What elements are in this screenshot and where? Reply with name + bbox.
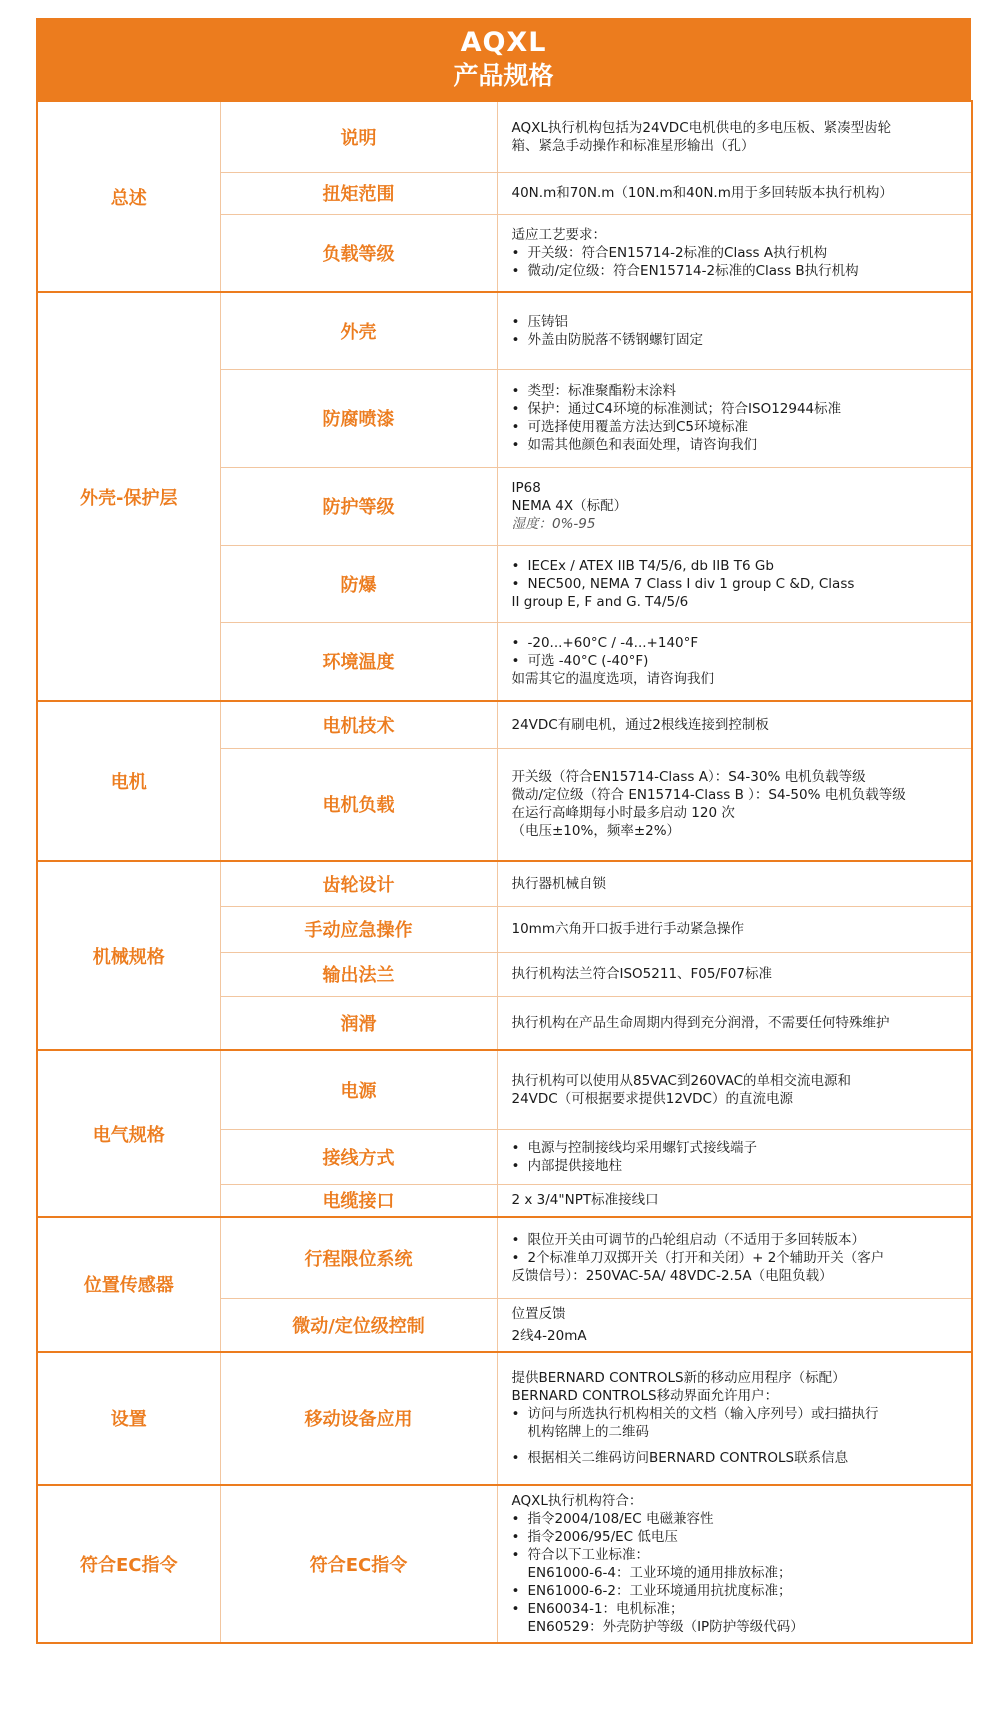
row-label: 齿轮设计 — [220, 861, 497, 906]
value-line: 40N.m和70N.m（10N.m和40N.m用于多回转版本执行机构） — [511, 185, 893, 201]
value-line: • 指令2006/95/EC 低电压 — [512, 1528, 962, 1546]
row-label: 手动应急操作 — [220, 906, 497, 952]
row-label: 输出法兰 — [220, 952, 497, 996]
value-line: NEMA 4X（标配） — [511, 498, 628, 514]
value-line: EN60529：外壳防护等级（IP防护等级代码） — [527, 1618, 804, 1635]
row-label: 电源 — [220, 1050, 497, 1129]
table-row — [37, 1485, 972, 1643]
row-value — [497, 467, 972, 545]
value-line: 微动/定位级（符合 EN15714-Class B ）：S4-50% 电机负载等级 — [511, 787, 906, 804]
value-line: 2 x 3/4"NPT标准接线口 — [511, 1192, 659, 1209]
section-title-overview: 总述 — [37, 101, 220, 292]
section-title-electrical: 电气规格 — [37, 1050, 220, 1217]
row-value — [497, 1485, 972, 1643]
row-label: 外壳 — [220, 292, 497, 369]
value-line: 10mm六角开口扳手进行手动紧急操作 — [511, 921, 744, 937]
row-label: 说明 — [220, 101, 497, 172]
row-label: 电机负载 — [220, 748, 497, 861]
value-line: • 符合以下工业标准： — [512, 1546, 962, 1564]
row-label: 接线方式 — [220, 1129, 497, 1184]
row-label: 润滑 — [220, 996, 497, 1050]
row-label: 环境温度 — [220, 622, 497, 701]
row-value — [497, 1352, 972, 1485]
row-label: 微动/定位级控制 — [220, 1298, 497, 1352]
value-line: （电压±10%，频率±2%） — [511, 823, 681, 840]
value-line: 位置反馈 — [511, 1305, 566, 1322]
row-value — [497, 1129, 972, 1184]
value-line: 2线4-20mA — [511, 1327, 587, 1344]
row-value — [497, 996, 972, 1050]
row-label: 电机技术 — [220, 701, 497, 748]
value-line: • 可选择使用覆盖方法达到C5环境标准 — [512, 418, 962, 436]
row-label: 电缆接口 — [220, 1184, 497, 1217]
section-title-setup: 设置 — [37, 1352, 220, 1485]
row-label: 移动设备应用 — [220, 1352, 497, 1485]
value-line: 24VDC有刷电机，通过2根线连接到控制板 — [511, 716, 769, 733]
value-line: IP68 — [511, 480, 541, 496]
row-value — [497, 1217, 972, 1298]
value-line: • 限位开关由可调节的凸轮组启动（不适用于多回转版本） — [512, 1231, 962, 1249]
section-title-position: 位置传感器 — [37, 1217, 220, 1352]
table-row — [37, 1050, 972, 1129]
row-value — [497, 861, 972, 906]
table-row — [37, 101, 972, 172]
value-line: II group E, F and G. T4/5/6 — [511, 593, 689, 610]
value-line: BERNARD CONTROLS移动界面允许用户： — [511, 1388, 779, 1404]
value-line: • 2个标准单刀双掷开关（打开和关闭）+ 2个辅助开关（客户 — [512, 1249, 962, 1267]
table-row — [37, 1217, 972, 1298]
value-line: • 访问与所选执行机构相关的文档（输入序列号）或扫描执行 — [512, 1405, 962, 1423]
value-line: • 指令2004/108/EC 电磁兼容性 — [512, 1510, 962, 1528]
value-line: 提供BERNARD CONTROLS新的移动应用程序（标配） — [511, 1370, 846, 1386]
value-line: 机构铭牌上的二维码 — [527, 1424, 649, 1440]
table-row — [37, 292, 972, 369]
spec-subtitle: 产品规格 — [453, 61, 554, 90]
table-row — [37, 1352, 972, 1485]
value-line: • 内部提供接地柱 — [512, 1157, 962, 1175]
value-line: • 微动/定位级：符合EN15714-2标准的Class B执行机构 — [512, 262, 962, 280]
table-row — [37, 861, 972, 906]
value-line: • 保护：通过C4环境的标准测试；符合ISO12944标准 — [512, 400, 962, 418]
row-label: 防腐喷漆 — [220, 369, 497, 467]
value-line: • 根据相关二维码访问BERNARD CONTROLS联系信息 — [512, 1449, 962, 1467]
value-line: • IECEx / ATEX IIB T4/5/6, db IIB T6 Gb — [512, 557, 962, 575]
row-label: 行程限位系统 — [220, 1217, 497, 1298]
spec-header — [36, 18, 971, 100]
spec-table — [36, 100, 973, 1644]
value-line: 箱、紧急手动操作和标准星形输出（孔） — [511, 137, 755, 154]
value-line: • EN61000-6-2：工业环境通用抗扰度标准； — [512, 1582, 962, 1600]
value-line: • EN60034-1：电机标准； — [512, 1600, 962, 1618]
row-value — [497, 952, 972, 996]
row-value — [497, 622, 972, 701]
spec-sheet — [36, 18, 971, 1644]
row-value — [497, 1050, 972, 1129]
value-line: • 可选 -40°C (-40°F) — [512, 652, 962, 670]
value-line: AQXL执行机构包括为24VDC电机供电的多电压板、紧凑型齿轮 — [511, 119, 892, 136]
value-line: • 电源与控制接线均采用螺钉式接线端子 — [512, 1139, 962, 1157]
table-row — [37, 701, 972, 748]
row-value — [497, 1298, 972, 1352]
value-line: • -20...+60°C / -4...+140°F — [512, 634, 962, 652]
row-value — [497, 172, 972, 214]
value-line: 执行器机械自锁 — [511, 875, 606, 892]
row-label: 防爆 — [220, 545, 497, 622]
value-line: 执行机构在产品生命周期内得到充分润滑，不需要任何特殊维护 — [511, 1014, 890, 1031]
row-value — [497, 1184, 972, 1217]
section-title-mechanical: 机械规格 — [37, 861, 220, 1050]
value-line: 如需其它的温度选项，请咨询我们 — [511, 671, 714, 688]
row-value — [497, 292, 972, 369]
value-line: 在运行高峰期每小时最多启动 120 次 — [511, 805, 735, 822]
value-line: • 外盖由防脱落不锈钢螺钉固定 — [512, 331, 962, 349]
row-label: 防护等级 — [220, 467, 497, 545]
row-value — [497, 906, 972, 952]
value-line: • 如需其他颜色和表面处理，请咨询我们 — [512, 436, 962, 454]
row-value — [497, 214, 972, 292]
value-line: 执行机构可以使用从85VAC到260VAC的单相交流电源和 — [511, 1072, 852, 1089]
value-line: • 开关级：符合EN15714-2标准的Class A执行机构 — [512, 244, 962, 262]
section-title-ec: 符合EC指令 — [37, 1485, 220, 1643]
value-line: AQXL执行机构符合： — [511, 1492, 643, 1509]
value-line: 开关级（符合EN15714-Class A）：S4-30% 电机负载等级 — [511, 769, 866, 786]
value-line: • 压铸铝 — [512, 313, 962, 331]
value-line: 执行机构法兰符合ISO5211、F05/F07标准 — [511, 966, 772, 982]
row-label: 扭矩范围 — [220, 172, 497, 214]
value-line: 反馈信号）：250VAC-5A/ 48VDC-2.5A（电阻负载） — [511, 1267, 833, 1284]
row-label: 负载等级 — [220, 214, 497, 292]
row-value — [497, 748, 972, 861]
row-value — [497, 545, 972, 622]
section-title-enclosure: 外壳-保护层 — [37, 292, 220, 701]
value-line: EN61000-6-4：工业环境的通用排放标准； — [527, 1564, 792, 1581]
section-title-motor: 电机 — [37, 701, 220, 861]
value-line: • NEC500, NEMA 7 Class I div 1 group C &D, Class — [512, 575, 962, 593]
value-line: • 类型：标准聚酯粉末涂料 — [512, 382, 962, 400]
row-value — [497, 701, 972, 748]
product-title: AQXL — [460, 27, 547, 58]
row-label: 符合EC指令 — [220, 1485, 497, 1643]
value-line: 适应工艺要求： — [511, 226, 606, 243]
value-line: 湿度：0%-95 — [511, 516, 596, 532]
row-value — [497, 101, 972, 172]
value-line: 24VDC（可根据要求提供12VDC）的直流电源 — [511, 1090, 793, 1107]
row-value — [497, 369, 972, 467]
